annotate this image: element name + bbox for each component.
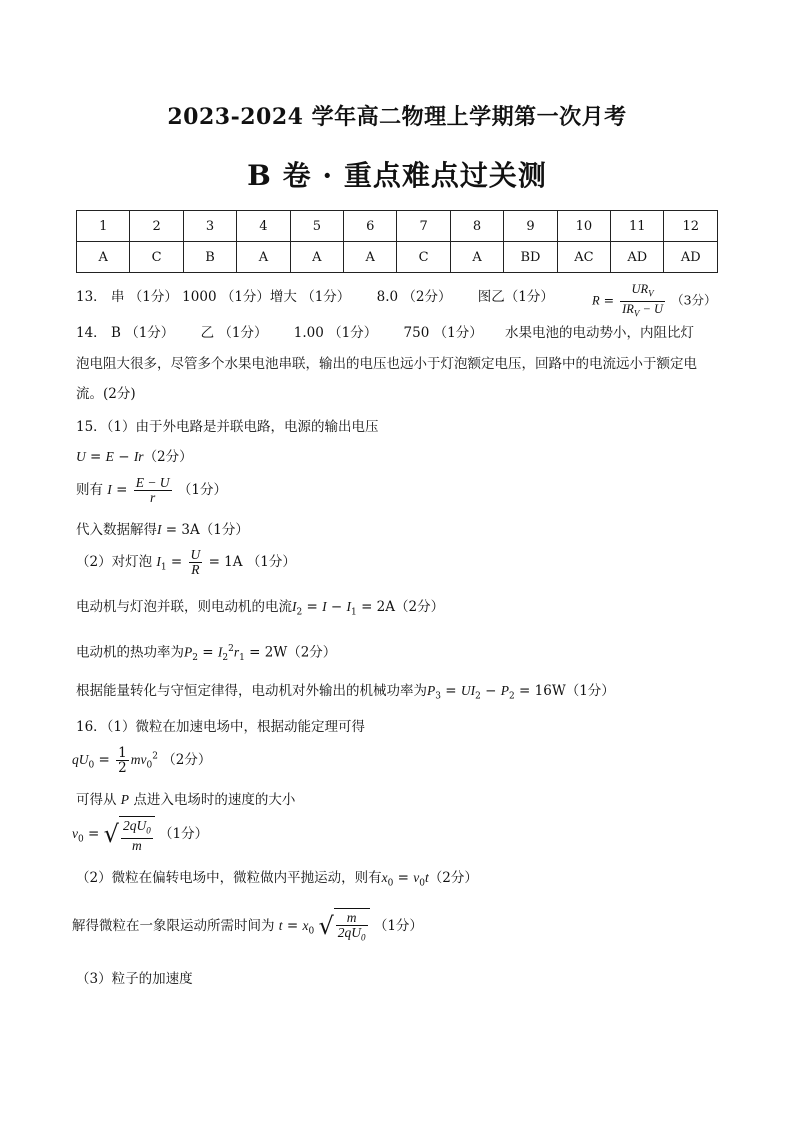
q15-line-4: 代入数据解得I = 3A（1分） — [76, 522, 249, 538]
question-number-cell: 11 — [611, 211, 664, 242]
q16-text-3a: 可得从 — [76, 792, 117, 808]
q16-score-5: （2分） — [428, 870, 478, 886]
exam-title: 2023-2024 学年高二物理上学期第一次月考 — [167, 104, 627, 130]
q13-answer-3: 增大 — [269, 289, 297, 305]
q16-score-6: （1分） — [373, 917, 423, 934]
question-number-cell: 1 — [77, 211, 130, 242]
q15-score-5: （1分） — [246, 554, 296, 570]
q16-line-3: 可得从 P 点进入电场时的速度的大小 — [76, 792, 296, 808]
answer-cell: C — [397, 242, 450, 273]
q15-prefix-7: 电动机的热功率为 — [76, 644, 184, 661]
answer-table — [76, 210, 718, 273]
q13-score-6: （3分） — [671, 292, 717, 308]
answer-cell: C — [130, 242, 183, 273]
q14-score-2: （1分） — [218, 325, 268, 341]
question-number-cell: 7 — [397, 211, 450, 242]
question-number-cell: 2 — [130, 211, 183, 242]
question-number-cell: 3 — [183, 211, 236, 242]
q16-prefix-6: 解得微粒在一象限运动所需时间为 — [72, 917, 275, 934]
exam-subtitle: B 卷 · 重点难点过关测 — [247, 159, 547, 192]
q16-text-3b: 点进入电场时的速度的大小 — [133, 792, 296, 808]
question-number-cell: 9 — [504, 211, 557, 242]
q13-answer-2: 1000 — [182, 289, 217, 305]
q15-prefix-8: 根据能量转化与守恒定律得，电动机对外输出的机械功率为 — [76, 683, 427, 699]
q14-answer-4: 750 — [403, 325, 430, 341]
q16-line-1: 16．（1）微粒在加速电场中，根据动能定理可得 — [76, 719, 366, 735]
q14-score-3: （1分） — [328, 325, 378, 341]
q13-score-2: （1分） — [220, 289, 270, 305]
q13-score-5: （1分） — [504, 289, 554, 305]
answer-cell: AD — [611, 242, 664, 273]
q15-score-2: （2分） — [143, 449, 193, 465]
q15-line-3: 则有 I = $\frac{E - U}{r}$ （1分） — [76, 475, 227, 505]
q16-line-4: $v_0$ = √ $\frac{2qU_0}{m}$ （1分） — [72, 818, 209, 853]
q16-line-5: （2）微粒在偏转电场中，微粒做内平抛运动，则有$x_0 = v_0t(2$分） — [76, 870, 478, 889]
answer-cell: A — [77, 242, 130, 273]
answer-cell: AD — [664, 242, 718, 273]
q13-number: 13． — [76, 289, 107, 305]
q13-score-3: （1分） — [301, 289, 351, 305]
q14-explanation-1: 水果电池的电动势小，内阻比灯 — [505, 325, 694, 341]
q14-answer-3: 1.00 — [293, 325, 324, 341]
answer-cell: B — [183, 242, 236, 273]
q14-answer-1: B — [110, 325, 121, 341]
q16-line-2: $qU_0$ = $\frac{1}{2}$ $mv_0^2$ （2分） — [72, 745, 212, 776]
q15-prefix-5: （2）对灯泡 — [76, 554, 153, 570]
q16-score-4: （1分） — [158, 825, 209, 842]
q15-prefix-6: 电动机与灯泡并联，则电动机的电流 — [76, 599, 292, 615]
question-number-cell: 6 — [344, 211, 397, 242]
q13-answer-4: 8.0 — [376, 289, 399, 305]
q14-score-1: （1分） — [125, 325, 175, 341]
q15-line-1: 15．（1）由于外电路是并联电路，电源的输出电压 — [76, 419, 379, 435]
q14-number: 14． — [76, 325, 107, 341]
q16-line-7: （3）粒子的加速度 — [76, 971, 193, 987]
answer-cell: A — [450, 242, 503, 273]
answer-cell: AC — [557, 242, 610, 273]
question-number-cell: 12 — [664, 211, 718, 242]
q14-line-2: 泡电阻大很多，尽管多个水果电池串联，输出的电压也远小于灯泡额定电压，回路中的电流远小于额定电 — [76, 356, 697, 372]
q15-score-6: （2分） — [395, 599, 445, 615]
q13-score-1: （1分） — [128, 289, 178, 305]
q15-prefix-4: 代入数据解得 — [76, 522, 157, 538]
q13-score-4: （2分） — [402, 289, 452, 305]
answer-row — [77, 242, 718, 273]
q13-formula: R = $\frac{UR_V}{IR_V - U}$ （3分） — [592, 282, 717, 318]
q14-score-4: （1分） — [433, 325, 483, 341]
question-number-cell: 10 — [557, 211, 610, 242]
q15-line-8: 根据能量转化与守恒定律得，电动机对外输出的机械功率为$P_3 = UI_2 - P_2 = 16W(1$分） — [76, 683, 615, 702]
q15-line-6: 电动机与灯泡并联，则电动机的电流$I_2 = I - I_1 = 2A(2$分） — [76, 599, 445, 618]
q13-answer-5: 图乙 — [477, 289, 505, 305]
q15-prefix-3: 则有 — [76, 482, 103, 498]
q13-answer-1: 串 — [110, 289, 125, 305]
q16-prefix-5: （2）微粒在偏转电场中，微粒做内平抛运动，则有 — [76, 870, 382, 886]
answer-cell: A — [344, 242, 397, 273]
q15-score-4: （1分） — [199, 522, 249, 538]
q14-line-1 — [76, 324, 694, 342]
question-number-cell: 5 — [290, 211, 343, 242]
q16-line-6: 解得微粒在一象限运动所需时间为 $t = x_0$ √ $\frac{m}{2qU_0}$ （1分） — [72, 910, 423, 943]
q15-score-7: （2分） — [287, 644, 337, 661]
answer-cell: BD — [504, 242, 557, 273]
q15-line-7: 电动机的热功率为$P_2 = I_2^2r_1 = 2W(2$分） — [76, 644, 337, 664]
q14-line-3: 流。(2分) — [76, 386, 136, 402]
q14-answer-2: 乙 — [200, 325, 215, 341]
question-number-row — [77, 211, 718, 242]
q15-line-5: （2）对灯泡 $I_1$ = $\frac{U}{R}$ = 1A （1分） — [76, 547, 296, 577]
q13-line — [76, 288, 554, 306]
q16-score-2: （2分） — [162, 752, 212, 768]
q15-line-2: U = E − Ir（2分） — [76, 449, 193, 465]
question-number-cell: 8 — [450, 211, 503, 242]
answer-cell: A — [290, 242, 343, 273]
q15-score-3: （1分） — [177, 482, 227, 498]
q15-score-8: （1分） — [565, 683, 615, 699]
question-number-cell: 4 — [237, 211, 290, 242]
answer-cell: A — [237, 242, 290, 273]
